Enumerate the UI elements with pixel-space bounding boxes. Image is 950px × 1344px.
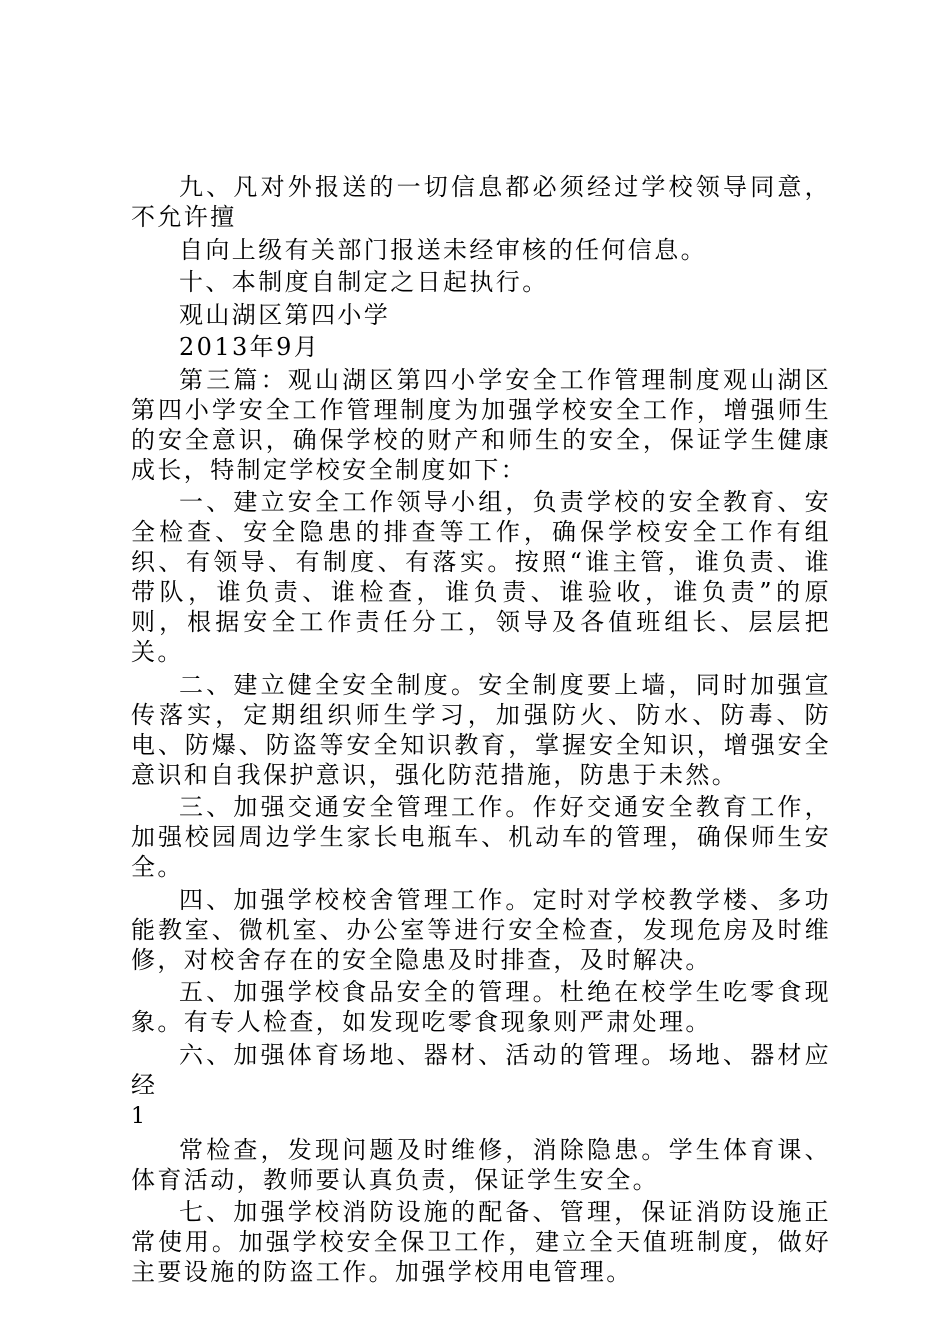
page-number: 1	[131, 1104, 145, 1129]
rule-5: 五、加强学校食品安全的管理。杜绝在校学生吃零食现象。有专人检查，如发现吃零食现象则严肃处理。	[131, 978, 831, 1036]
section-three-intro: 第三篇：观山湖区第四小学安全工作管理制度观山湖区第四小学安全工作管理制度为加强学校安全工作，增强师生的安全意识，确保学校的财产和师生的安全，保证学生健康成长，特制定学校安全制度如下：	[131, 365, 831, 484]
rule-1: 一、建立安全工作领导小组，负责学校的安全教育、安全检查、安全隐患的排查等工作，确保学校安全工作有组织、有领导、有制度、有落实。按照“谁主管，谁负责、谁带队，谁负责、谁检查，谁负责、谁验收，谁负责”的原则，根据安全工作责任分工，领导及各值班组长、层层把关。	[131, 488, 831, 666]
document-page	[131, 172, 831, 1290]
rule-6-continued: 常检查，发现问题及时维修，消除隐患。学生体育课、体育活动，教师要认真负责，保证学生安全。	[131, 1135, 831, 1194]
rule-2: 二、建立健全安全制度。安全制度要上墙，同时加强宣传落实，定期组织师生学习，加强防火、防水、防毒、防电、防爆、防盗等安全知识教育，掌握安全知识，增强安全意识和自我保护意识，强化防范措施，防患于未然。	[131, 670, 831, 789]
paragraph-item-9-continued: 自向上级有关部门报送未经审核的任何信息。	[179, 235, 707, 264]
rule-6: 六、加强体育场地、器材、活动的管理。场地、器材应经	[131, 1040, 831, 1099]
rule-4: 四、加强学校校舍管理工作。定时对学校教学楼、多功能教室、微机室、办公室等进行安全检查，发现危房及时维修，对校舍存在的安全隐患及时排查，及时解决。	[131, 885, 831, 974]
signature-date: 2013年9月	[179, 333, 321, 361]
signature-school-name: 观山湖区第四小学	[179, 300, 391, 329]
paragraph-item-9: 九、凡对外报送的一切信息都必须经过学校领导同意，不允许擅	[131, 173, 831, 231]
rule-7: 七、加强学校消防设施的配备、管理，保证消防设施正常使用。加强学校安全保卫工作，建立全天值班制度，做好主要设施的防盗工作。加强学校用电管理。	[131, 1198, 831, 1286]
paragraph-item-10: 十、本制度自制定之日起执行。	[179, 268, 549, 296]
rule-3: 三、加强交通安全管理工作。作好交通安全教育工作，加强校园周边学生家长电瓶车、机动车的管理，确保师生安全。	[131, 793, 831, 881]
